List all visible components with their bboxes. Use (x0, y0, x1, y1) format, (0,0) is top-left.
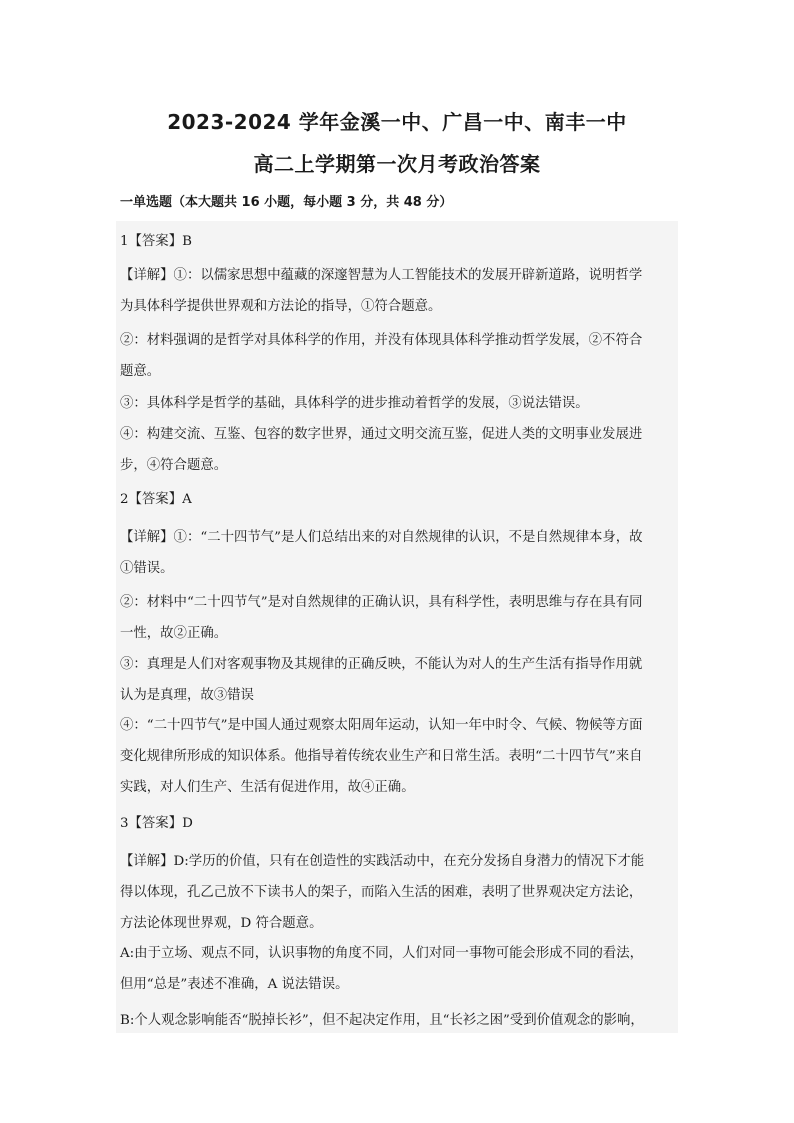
answer-line: 【详解】①：“二十四节气”是人们总结出来的对自然规律的认识，不是自然规律本身，故 (120, 530, 643, 545)
answer-line: ②：材料中“二十四节气”是对自然规律的正确认识，具有科学性，表明思维与存在具有同 (120, 595, 643, 610)
answer-line: ①错误。 (120, 561, 174, 576)
answer-line: 得以体现，孔乙己放不下读书人的架子，而陷入生活的困难，表明了世界观决定方法论， (120, 885, 643, 900)
answer-line: 实践，对人们生产、生活有促进作用，故④正确。 (120, 780, 415, 795)
document-title-line1: 2023-2024 学年金溪一中、广昌一中、南丰一中 (167, 110, 627, 134)
answer-line: 变化规律所形成的知识体系。他指导着传统农业生产和日常生活。表明“二十四节气”来自 (120, 749, 643, 764)
answer-line: 一性，故②正确。 (120, 626, 228, 641)
answer-line: 1【答案】B (120, 234, 192, 249)
answer-line: 2【答案】A (120, 492, 192, 507)
answer-line: ④：构建交流、互鉴、包容的数字世界，通过文明交流互鉴，促进人类的文明事业发展进 (120, 427, 643, 442)
answer-line: ④：“二十四节气”是中国人通过观察太阳周年运动，认知一年中时令、气候、物候等方面 (120, 718, 643, 733)
answer-line: 但用“总是”表述不准确，A 说法错误。 (120, 977, 349, 992)
answer-line: ②：材料强调的是哲学对具体科学的作用，并没有体现具体科学推动哲学发展，②不符合 (120, 333, 643, 348)
answer-line: 3【答案】D (120, 816, 193, 831)
answer-line: 【详解】①：以儒家思想中蕴藏的深邃智慧为人工智能技术的发展开辟新道路，说明哲学 (120, 268, 643, 283)
document-title-line2: 高二上学期第一次月考政治答案 (253, 152, 541, 176)
answer-line: 【详解】D:学历的价值，只有在创造性的实践活动中，在充分发扬自身潜力的情况下才能 (120, 854, 645, 869)
answer-line: B:个人观念影响能否“脱掉长衫”，但不起决定作用，且“长衫之困”受到价值观念的影响， (120, 1013, 644, 1028)
answer-line: 题意。 (120, 364, 161, 379)
answer-line: 步，④符合题意。 (120, 458, 228, 473)
answer-line: ③：具体科学是哲学的基础，具体科学的进步推动着哲学的发展，③说法错误。 (120, 396, 589, 411)
answer-line: A:由于立场、观点不同，认识事物的角度不同，人们对同一事物可能会形成不同的看法， (120, 946, 644, 961)
answer-line: 认为是真理，故③错误 (120, 688, 254, 703)
answer-line: ③：真理是人们对客观事物及其规律的正确反映，不能认为对人的生产生活有指导作用就 (120, 657, 643, 672)
section-heading: 一单选题（本大题共 16 小题，每小题 3 分，共 48 分） (120, 195, 453, 210)
answer-line: 方法论体现世界观，D 符合题意。 (120, 916, 323, 931)
answer-line: 为具体科学提供世界观和方法论的指导，①符合题意。 (120, 299, 442, 314)
